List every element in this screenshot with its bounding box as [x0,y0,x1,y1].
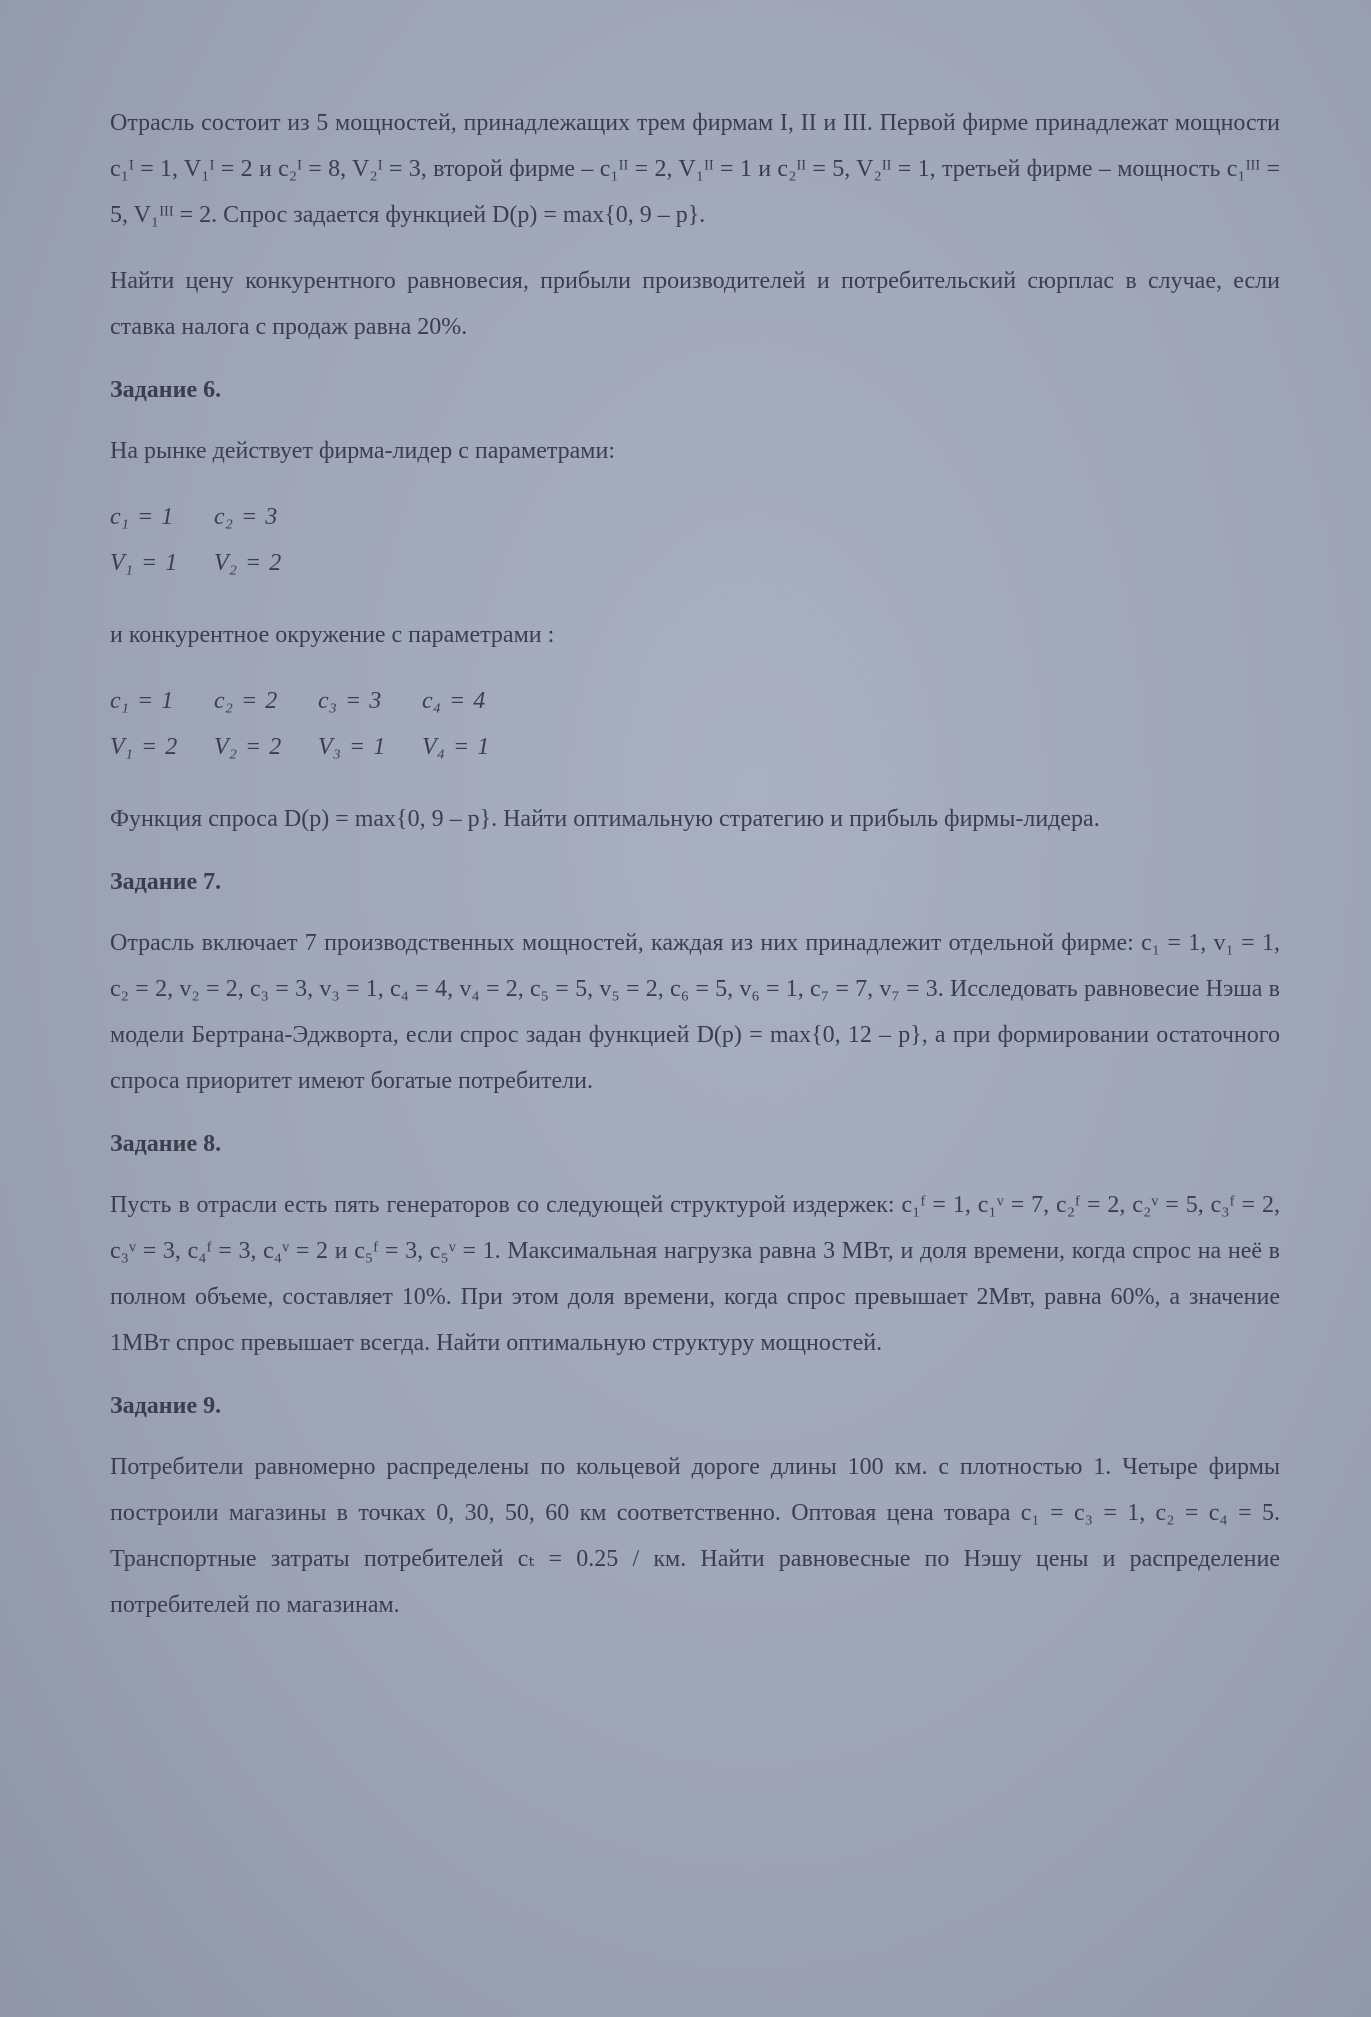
env-c3: c₃ = 3 [318,688,382,714]
env-v4: V₄ = 1 [422,734,490,760]
env-c2: c₂ = 2 [214,688,278,714]
leader-v2: V₂ = 2 [214,550,282,576]
task5-paragraph-2: Найти цену конкурентного равновесия, прибыли производителей и потребительский сюрплас в случае, если ставка налога с продаж равна 20%. [110,268,1280,340]
env-costs-row [110,678,1280,724]
env-v2: V₂ = 2 [214,734,282,760]
task8-heading: Задание 8. [110,1131,222,1157]
task6-heading: Задание 6. [110,377,222,403]
environment-parameters [110,678,1280,770]
task7-paragraph: Отрасль включает 7 производственных мощностей, каждая из них принадлежит отдельной фирме: c₁ = 1, v₁ = 1, c₂ = 2, v₂ = 2, c₃ = 3, v₃ = 1, c₄ = 4, v₄ = 2, c₅ = 5, v₅ = 2, c₆ = 5, v₆ = 1, c₇ = 7, v₇ = 3. Исследовать равновесие Нэша в модели Бертрана-Эджворта, если спрос задан функцией D(p) = max{0, 12 – p}, а при формировании остаточного спроса приоритет имеют богатые потребители. [110,930,1280,1094]
task6-outro: Функция спроса D(p) = max{0, 9 – p}. Найти оптимальную стратегию и прибыль фирмы-лидера. [110,806,1100,832]
task5-paragraph-1: Отрасль состоит из 5 мощностей, принадлежащих трем фирмам I, II и III. Первой фирме принадлежат мощности c₁ᴵ = 1, V₁ᴵ = 2 и c₂ᴵ = 8, V₂ᴵ = 3, второй фирме – c₁ᴵᴵ = 2, V₁ᴵᴵ = 1 и c₂ᴵᴵ = 5, V₂ᴵᴵ = 1, третьей фирме – мощность c₁ᴵᴵᴵ = 5, V₁ᴵᴵᴵ = 2. Спрос задается функцией D(p) = max{0, 9 – p}. [110,110,1280,228]
task8-paragraph: Пусть в отрасли есть пять генераторов со следующей структурой издержек: c₁ᶠ = 1, c₁ᵛ = 7, c₂ᶠ = 2, c₂ᵛ = 5, c₃ᶠ = 2, c₃ᵛ = 3, c₄ᶠ = 3, c₄ᵛ = 2 и c₅ᶠ = 3, c₅ᵛ = 1. Максимальная нагрузка равна 3 МВт, и доля времени, когда спрос на неё в полном объеме, составляет 10%. При этом доля времени, когда спрос превышает 2Мвт, равна 60%, а значение 1МВт спрос превышает всегда. Найти оптимальную структуру мощностей. [110,1192,1280,1356]
task6-env-intro: и конкурентное окружение с параметрами : [110,622,555,648]
leader-costs-row [110,494,1280,540]
task7-heading: Задание 7. [110,869,222,895]
leader-capacities-row [110,540,1280,586]
env-capacities-row [110,724,1280,770]
task6-intro: На рынке действует фирма-лидер с параметрами: [110,438,616,464]
env-c4: c₄ = 4 [422,688,486,714]
env-v1: V₁ = 2 [110,734,178,760]
env-c1: c₁ = 1 [110,688,174,714]
leader-v1: V₁ = 1 [110,550,178,576]
task9-paragraph: Потребители равномерно распределены по кольцевой дороге длины 100 км. с плотностью 1. Четыре фирмы построили магазины в точках 0, 30, 50, 60 км соответственно. Оптовая цена товара c₁ = c₃ = 1, c₂ = c₄ = 5. Транспортные затраты потребителей cₜ = 0.25 / км. Найти равновесные по Нэшу цены и распределение потребителей по магазинам. [110,1454,1280,1618]
leader-parameters [110,494,1280,586]
env-v3: V₃ = 1 [318,734,386,760]
leader-c2: c₂ = 3 [214,504,278,530]
document-content [110,100,1280,1648]
task9-heading: Задание 9. [110,1393,222,1419]
leader-c1: c₁ = 1 [110,504,174,530]
